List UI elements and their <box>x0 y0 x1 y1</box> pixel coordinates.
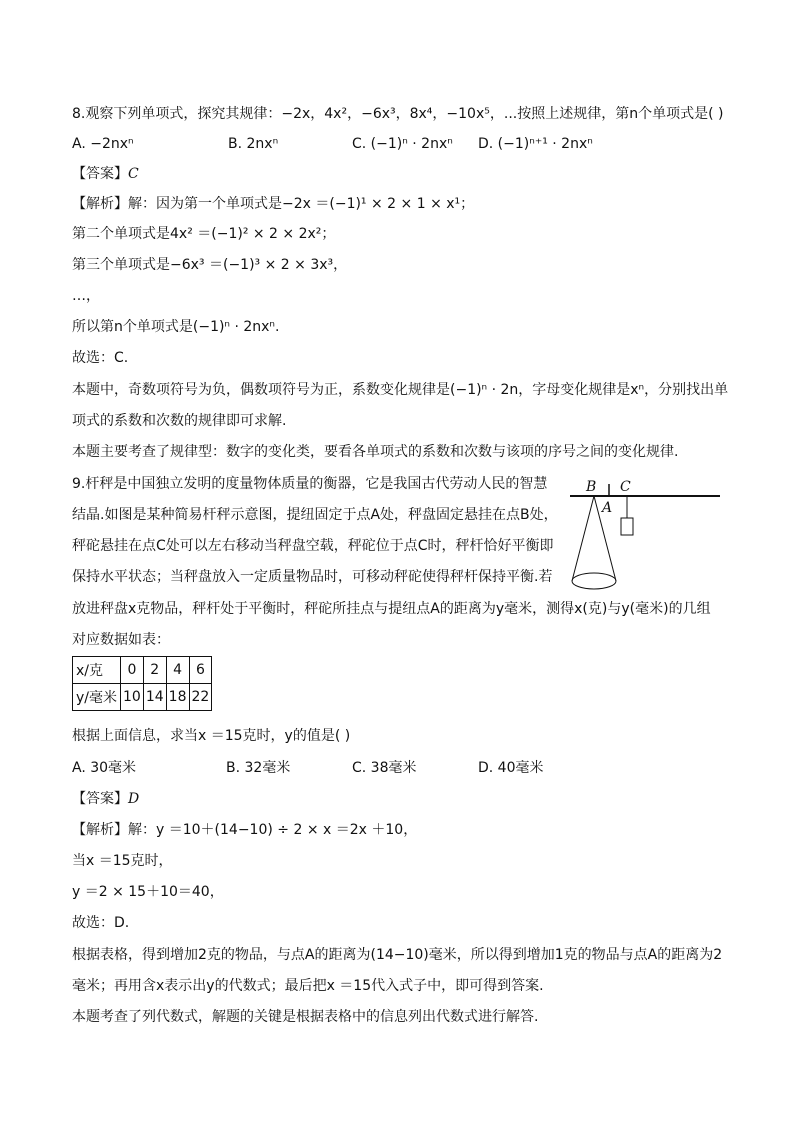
q8-answer: C <box>128 166 139 182</box>
table-cell: 18 <box>166 684 189 711</box>
table-cell: 22 <box>189 684 212 711</box>
q9-data-table <box>72 656 212 711</box>
q9-question: 根据上面信息，求当x ＝15克时，y的值是( ) <box>72 728 351 744</box>
label-point-a: A <box>602 500 613 516</box>
q8-option-b: B. 2nxⁿ <box>228 136 279 152</box>
table-cell: 2 <box>143 657 166 684</box>
q8-analysis-line-7: 本题中，奇数项符号为负，偶数项符号为正，系数变化规律是(−1)ⁿ · 2n，字母变化规律是xⁿ，分别找出单 <box>72 382 729 398</box>
q8-analysis-line-3: 第三个单项式是−6x³ ＝(−1)³ × 2 × 3x³， <box>72 257 348 273</box>
q8-analysis-line-4: …， <box>72 288 100 304</box>
q9-stem-line-5: 放进秤盘x克物品，秤杆处于平衡时，秤砣所挂点与提纽点A的距离为y毫米，测得x(克)与y(毫米)的几组 <box>72 601 711 617</box>
q8-option-c: C. (−1)ⁿ · 2nxⁿ <box>352 136 453 152</box>
q9-stem-line-6: 对应数据如表： <box>72 632 170 648</box>
q8-answer-tag: 【答案】 <box>72 166 128 182</box>
q8-analysis-line-6: 故选：C. <box>72 350 129 366</box>
q9-analysis-line-4: 故选：D. <box>72 915 130 931</box>
q9-answer-tag: 【答案】 <box>72 791 128 807</box>
q9-option-c: C. 38毫米 <box>352 760 417 776</box>
scale-pan <box>572 573 616 589</box>
q8-analysis-line-8: 项式的系数和次数的规律即可求解. <box>72 413 287 429</box>
q8-analysis-line-2: 第二个单项式是4x² ＝(−1)² × 2 × 2x²； <box>72 226 336 242</box>
q8-analysis-line-1: 【解析】解：因为第一个单项式是−2x ＝(−1)¹ × 2 × 1 × x¹； <box>72 196 475 212</box>
q9-analysis-line-5: 根据表格，得到增加2克的物品，与点A的距离为(14−10)毫米，所以得到增加1克的物品与点A的距离为2 <box>72 947 723 963</box>
q8-option-d: D. (−1)ⁿ⁺¹ · 2nxⁿ <box>478 136 593 152</box>
q9-option-b: B. 32毫米 <box>226 760 291 776</box>
q9-stem-line-2: 结晶.如图是某种简易杆秤示意图，提纽固定于点A处，秤盘固定悬挂在点B处， <box>72 507 558 523</box>
q8-analysis-line-9: 本题主要考查了规律型：数字的变化类，要看各单项式的系数和次数与该项的序号之间的变化规律. <box>72 444 679 460</box>
q8-answer-line <box>72 164 139 184</box>
table-cell: 6 <box>189 657 212 684</box>
q9-answer: D <box>128 791 140 807</box>
q9-option-a: A. 30毫米 <box>72 760 137 776</box>
label-point-c: C <box>620 479 631 495</box>
q8-option-a: A. −2nxⁿ <box>72 136 134 152</box>
table-cell: 4 <box>166 657 189 684</box>
q9-stem-line-1: 9.杆秤是中国独立发明的度量物体质量的衡器，它是我国古代劳动人民的智慧 <box>72 476 548 492</box>
q9-stem-line-3: 秤砣悬挂在点C处可以左右移动当秤盘空载，秤砣位于点C时，秤杆恰好平衡即 <box>72 538 554 554</box>
table-row-head-x: x/克 <box>73 657 121 684</box>
table-cell: 14 <box>143 684 166 711</box>
q9-analysis-line-2: 当x ＝15克时， <box>72 853 173 869</box>
pan-string-left <box>572 496 594 581</box>
steelyard-diagram <box>568 476 724 598</box>
table-row-head-y: y/毫米 <box>73 684 121 711</box>
q9-option-d: D. 40毫米 <box>478 760 544 776</box>
table-row <box>73 684 212 711</box>
table-cell: 0 <box>121 657 144 684</box>
q8-stem: 8.观察下列单项式，探究其规律：−2x，4x²，−6x³，8x⁴，−10x⁵，...按照上述规律，第n个单项式是( ) <box>72 106 724 122</box>
table-cell: 10 <box>121 684 144 711</box>
q9-stem-line-4: 保持水平状态；当秤盘放入一定质量物品时，可移动秤砣使得秤杆保持平衡.若 <box>72 569 553 585</box>
q9-analysis-line-6: 毫米；再用含x表示出y的代数式；最后把x ＝15代入式子中，即可得到答案. <box>72 978 544 994</box>
label-point-b: B <box>586 479 597 495</box>
table-row <box>73 657 212 684</box>
q8-analysis-line-5: 所以第n个单项式是(−1)ⁿ · 2nxⁿ. <box>72 319 280 335</box>
q9-analysis-line-3: y ＝2 × 15＋10＝40， <box>72 884 224 900</box>
q9-answer-line <box>72 789 139 809</box>
counterweight <box>621 518 633 535</box>
q9-analysis-line-7: 本题考查了列代数式，解题的关键是根据表格中的信息列出代数式进行解答. <box>72 1009 539 1025</box>
q9-analysis-line-1: 【解析】解：y ＝10＋(14−10) ÷ 2 × x ＝2x ＋10， <box>72 822 418 838</box>
